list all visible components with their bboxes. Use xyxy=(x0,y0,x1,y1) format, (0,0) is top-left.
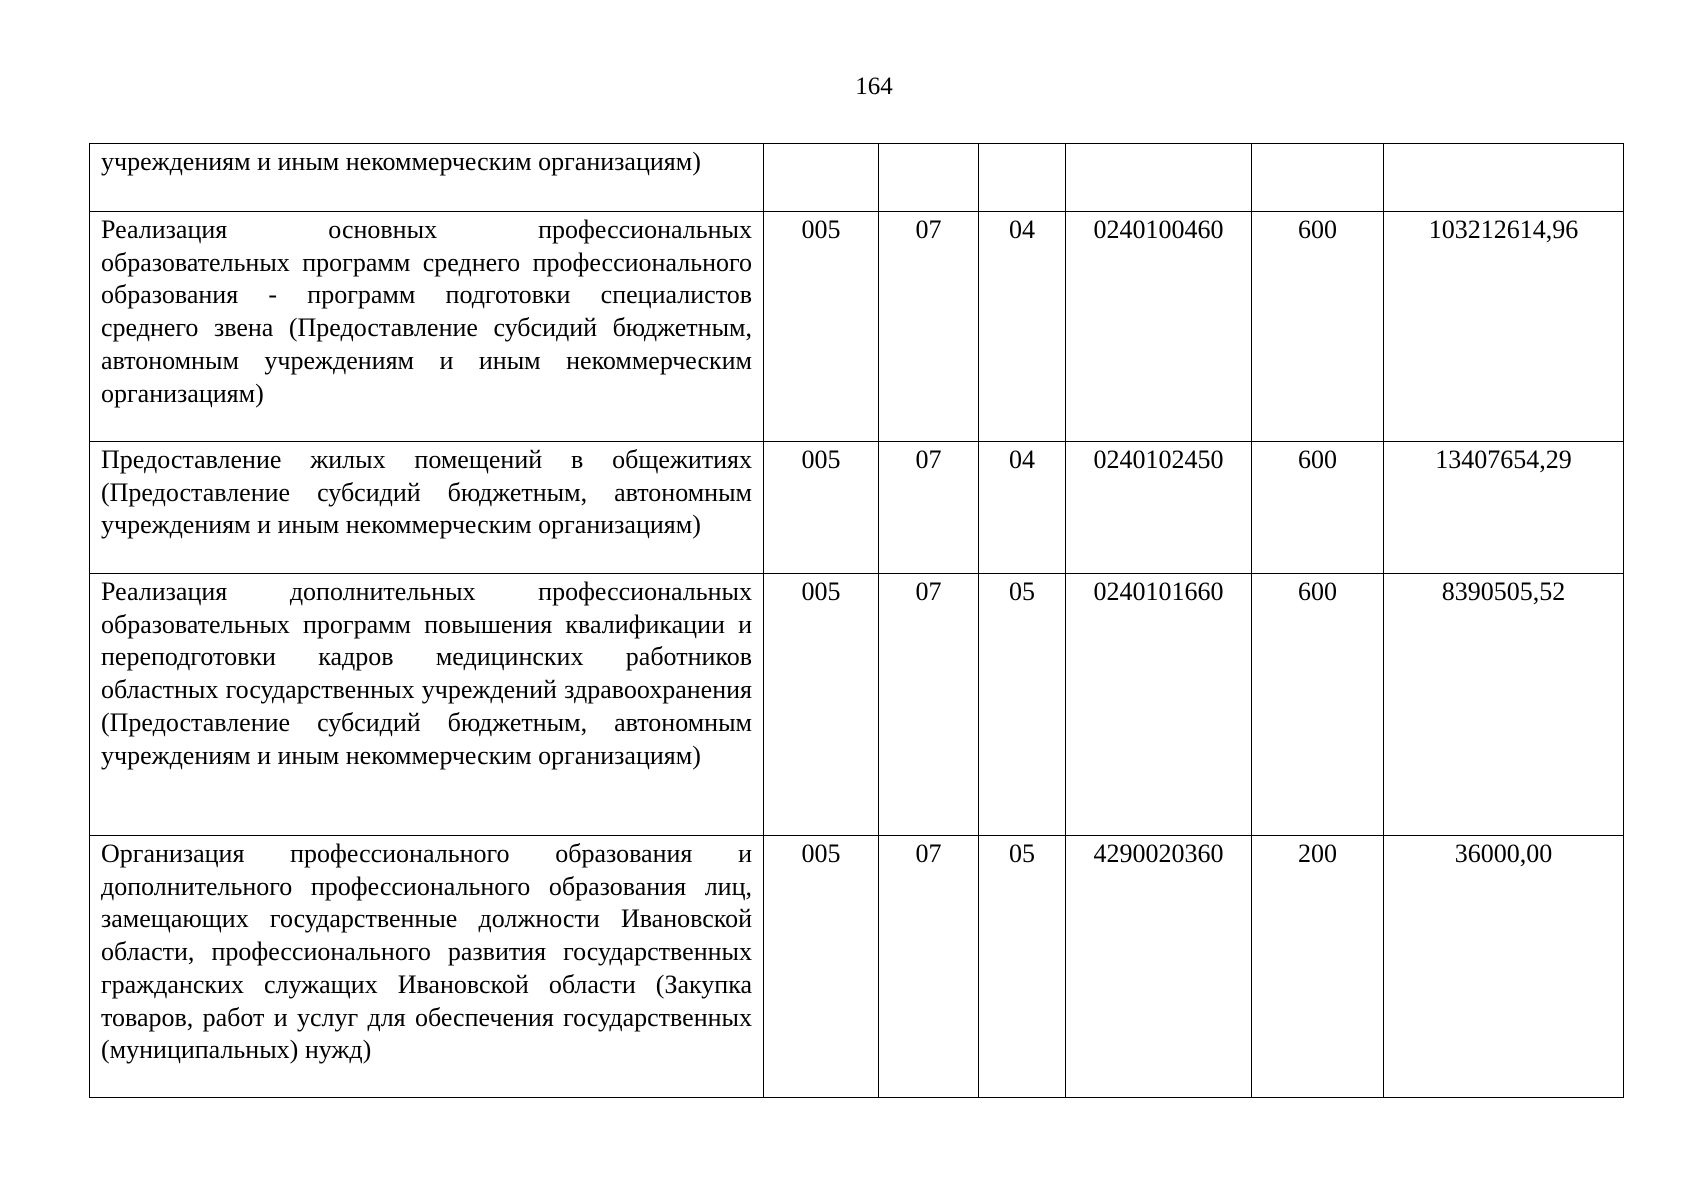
row-section xyxy=(879,144,979,212)
row-admin-code: 005 xyxy=(764,836,879,1098)
row-expense-type: 200 xyxy=(1252,836,1384,1098)
row-description: учреждениям и иным некоммерческим организациям) xyxy=(90,144,764,212)
row-subsection: 05 xyxy=(979,574,1066,836)
row-amount: 8390505,52 xyxy=(1384,574,1624,836)
table-row xyxy=(90,574,1624,836)
row-description: Предоставление жилых помещений в общежитиях (Предоставление субсидий бюджетным, автономным учреждениям и иным некоммерческим организациям) xyxy=(90,442,764,574)
row-admin-code: 005 xyxy=(764,212,879,442)
row-expense-type: 600 xyxy=(1252,574,1384,836)
row-expense-type: 600 xyxy=(1252,442,1384,574)
row-subsection: 04 xyxy=(979,442,1066,574)
table-row xyxy=(90,144,1624,212)
row-description: Организация профессионального образования и дополнительного профессионального образования лиц, замещающих государственные должности Ивановской области, профессионального развития государственных гражданских служащих Ивановской области (Закупка товаров, работ и услуг для обеспечения государственных (муниципальных) нужд) xyxy=(90,836,764,1098)
row-subsection: 05 xyxy=(979,836,1066,1098)
row-target-article xyxy=(1066,144,1252,212)
budget-table xyxy=(89,143,1624,1098)
row-section: 07 xyxy=(879,574,979,836)
row-target-article: 4290020360 xyxy=(1066,836,1252,1098)
row-amount: 13407654,29 xyxy=(1384,442,1624,574)
row-expense-type: 600 xyxy=(1252,212,1384,442)
row-admin-code xyxy=(764,144,879,212)
row-admin-code: 005 xyxy=(764,442,879,574)
table-row xyxy=(90,836,1624,1098)
row-expense-type xyxy=(1252,144,1384,212)
row-section: 07 xyxy=(879,836,979,1098)
row-amount: 103212614,96 xyxy=(1384,212,1624,442)
row-description: Реализация дополнительных профессиональных образовательных программ повышения квалификации и переподготовки кадров медицинских работников областных государственных учреждений здравоохранения (Предоставление субсидий бюджетным, автономным учреждениям и иным некоммерческим организациям) xyxy=(90,574,764,836)
page-number: 164 xyxy=(855,73,893,100)
row-description: Реализация основных профессиональных образовательных программ среднего профессионального образования - программ подготовки специалистов среднего звена (Предоставление субсидий бюджетным, автономным учреждениям и иным некоммерческим организациям) xyxy=(90,212,764,442)
row-admin-code: 005 xyxy=(764,574,879,836)
table-row xyxy=(90,442,1624,574)
row-target-article: 0240102450 xyxy=(1066,442,1252,574)
row-target-article: 0240100460 xyxy=(1066,212,1252,442)
row-amount: 36000,00 xyxy=(1384,836,1624,1098)
row-section: 07 xyxy=(879,442,979,574)
row-amount xyxy=(1384,144,1624,212)
row-section: 07 xyxy=(879,212,979,442)
table-row xyxy=(90,212,1624,442)
row-subsection xyxy=(979,144,1066,212)
row-subsection: 04 xyxy=(979,212,1066,442)
row-target-article: 0240101660 xyxy=(1066,574,1252,836)
